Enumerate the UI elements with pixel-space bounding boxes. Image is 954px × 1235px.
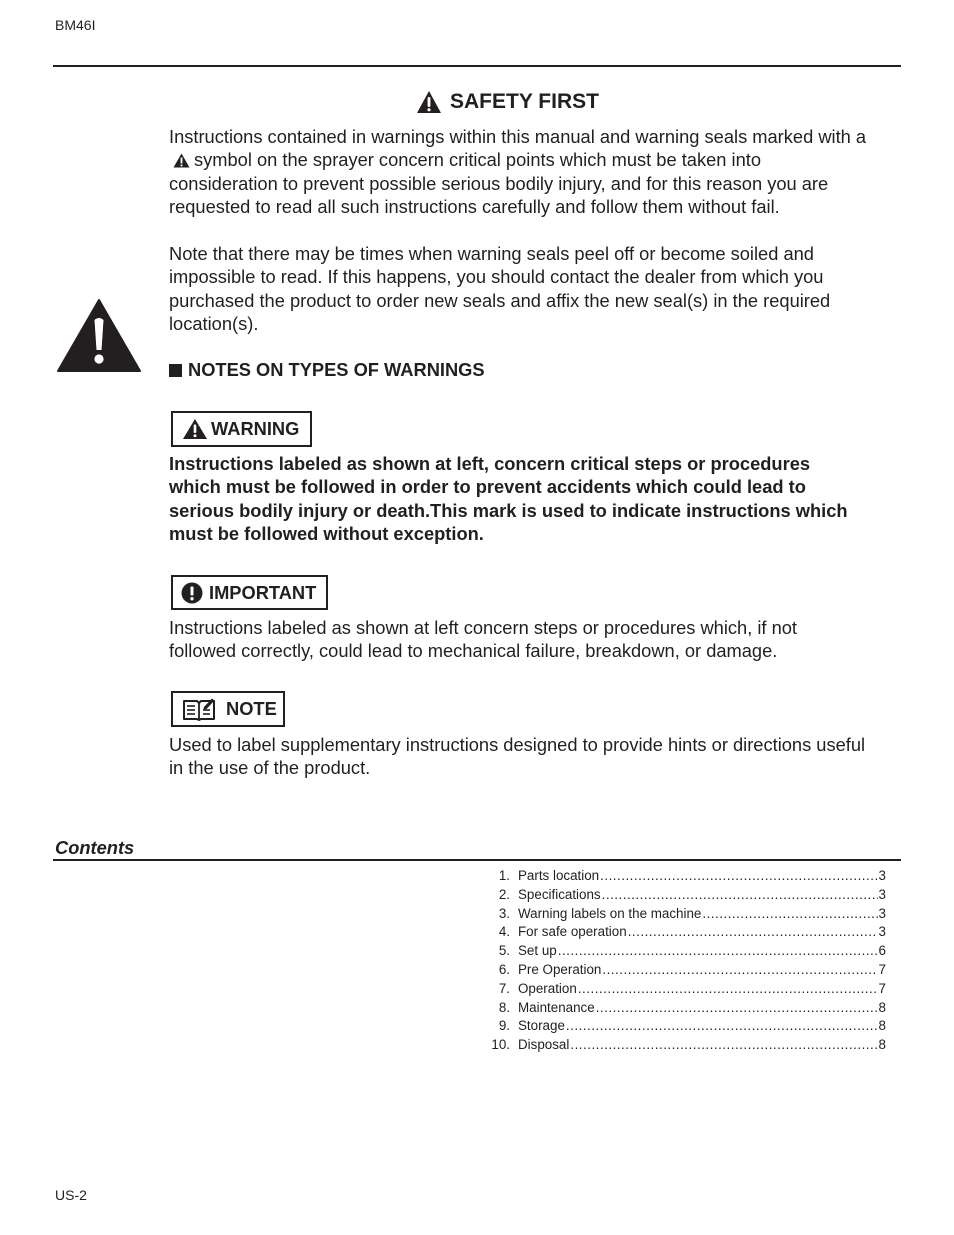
toc-item[interactable]: [486, 887, 886, 906]
toc-item-number: 9.: [498, 1018, 510, 1034]
toc-item-title: Parts location: [518, 868, 600, 883]
toc-item[interactable]: [486, 1000, 886, 1019]
toc-item[interactable]: [486, 943, 886, 962]
toc-item-title: Warning labels on the machine: [518, 905, 702, 921]
toc-item[interactable]: [486, 1037, 886, 1056]
header-rule: [53, 65, 901, 67]
page-number: US-2: [55, 1187, 87, 1203]
contents-rule: [53, 859, 901, 861]
important-label: IMPORTANT: [209, 581, 317, 603]
toc-item-title: Storage: [518, 1018, 565, 1034]
toc-leader-dots: [702, 906, 877, 921]
toc-leader-dots: [602, 887, 878, 902]
toc-item-title: Operation: [518, 980, 577, 996]
toc-item[interactable]: [486, 906, 886, 925]
toc-leader-dots: [558, 943, 878, 958]
toc-item-title: Set up: [518, 943, 557, 959]
important-label-box: [171, 575, 328, 610]
toc-item-number: 7.: [498, 980, 510, 996]
square-bullet-icon: [169, 364, 182, 377]
toc-item-title: Disposal: [518, 1037, 570, 1053]
open-book-icon: [182, 697, 216, 721]
safety-paragraph-1: [169, 125, 869, 218]
note-label: NOTE: [226, 698, 277, 719]
safety-first-heading: [416, 88, 599, 116]
toc-item-page: 8: [878, 999, 886, 1015]
toc-leader-dots: [600, 868, 877, 883]
warning-description: Instructions labeled as shown at left, concern critical steps or procedures which must be followed in order to prevent accidents which could lead to serious bodily injury or death.This mark is used to indicate instructions which must be followed without exception.: [169, 453, 848, 544]
toc-item-page: 6: [878, 943, 886, 959]
toc-item-title: Pre Operation: [518, 961, 602, 977]
toc-leader-dots: [570, 1037, 877, 1052]
warning-label: WARNING: [211, 418, 300, 439]
model-code: BM46I: [55, 17, 96, 33]
toc-item-page: 8: [878, 1018, 886, 1034]
toc-item[interactable]: [486, 924, 886, 943]
notes-heading: [169, 359, 485, 381]
toc-item-number: 5.: [498, 943, 510, 959]
toc-item-title: Specifications: [518, 886, 601, 902]
safety-paragraph-1-start: Instructions contained in warnings within this manual and warning seals marked with a: [169, 126, 867, 147]
toc-item-number: 3.: [498, 905, 510, 921]
exclamation-circle-icon: [181, 582, 203, 604]
toc-item-page: 3: [878, 868, 886, 883]
toc-item-page: 7: [878, 961, 886, 977]
toc-item[interactable]: [486, 981, 886, 1000]
toc-item-number: 8.: [498, 999, 510, 1015]
large-warning-triangle-icon: [56, 298, 142, 373]
toc-item[interactable]: [486, 962, 886, 981]
contents-title: Contents: [55, 837, 135, 858]
warning-triangle-icon: [182, 418, 208, 440]
toc-item-page: 3: [878, 924, 886, 940]
toc-item-number: 1.: [498, 868, 510, 883]
toc-item-number: 6.: [498, 961, 510, 977]
safety-paragraph-2: Note that there may be times when warning seals peel off or become soiled and impossible to read. If this happens, you should contact the dealer from which you purchased the product to order new seals and affix the new seal(s) in the required location(s).: [169, 243, 831, 334]
warning-label-box: [171, 411, 312, 447]
toc-item-number: 10.: [491, 1037, 510, 1053]
toc-leader-dots: [566, 1018, 878, 1033]
warning-triangle-icon: [416, 90, 442, 114]
toc-item-number: 4.: [498, 924, 510, 940]
toc-leader-dots: [602, 962, 877, 977]
toc-item[interactable]: [486, 868, 886, 887]
table-of-contents: [486, 868, 886, 1056]
note-description: Used to label supplementary instructions designed to provide hints or directions useful in the use of the product.: [169, 734, 866, 779]
toc-item-page: 8: [878, 1037, 886, 1053]
toc-item-page: 3: [878, 905, 886, 921]
toc-leader-dots: [578, 981, 878, 996]
toc-item[interactable]: [486, 1018, 886, 1037]
toc-item-page: 3: [878, 886, 886, 902]
toc-item-page: 7: [878, 980, 886, 996]
toc-leader-dots: [628, 924, 878, 939]
important-description: Instructions labeled as shown at left concern steps or procedures which, if not followed correctly, could lead to mechanical failure, breakdown, or damage.: [169, 617, 797, 662]
warning-triangle-icon: [173, 153, 190, 168]
toc-item-number: 2.: [498, 886, 510, 902]
safety-first-title: SAFETY FIRST: [450, 90, 599, 113]
notes-heading-text: NOTES ON TYPES OF WARNINGS: [188, 359, 485, 380]
safety-paragraph-1-end: symbol on the sprayer concern critical points which must be taken into consideration to prevent possible serious bodily injury, and for this reason you are requested to read all such instructions carefully and follow them without fail.: [169, 149, 829, 217]
note-label-box: [171, 691, 285, 727]
toc-item-title: Maintenance: [518, 999, 595, 1015]
toc-leader-dots: [596, 1000, 878, 1015]
toc-item-title: For safe operation: [518, 924, 627, 940]
